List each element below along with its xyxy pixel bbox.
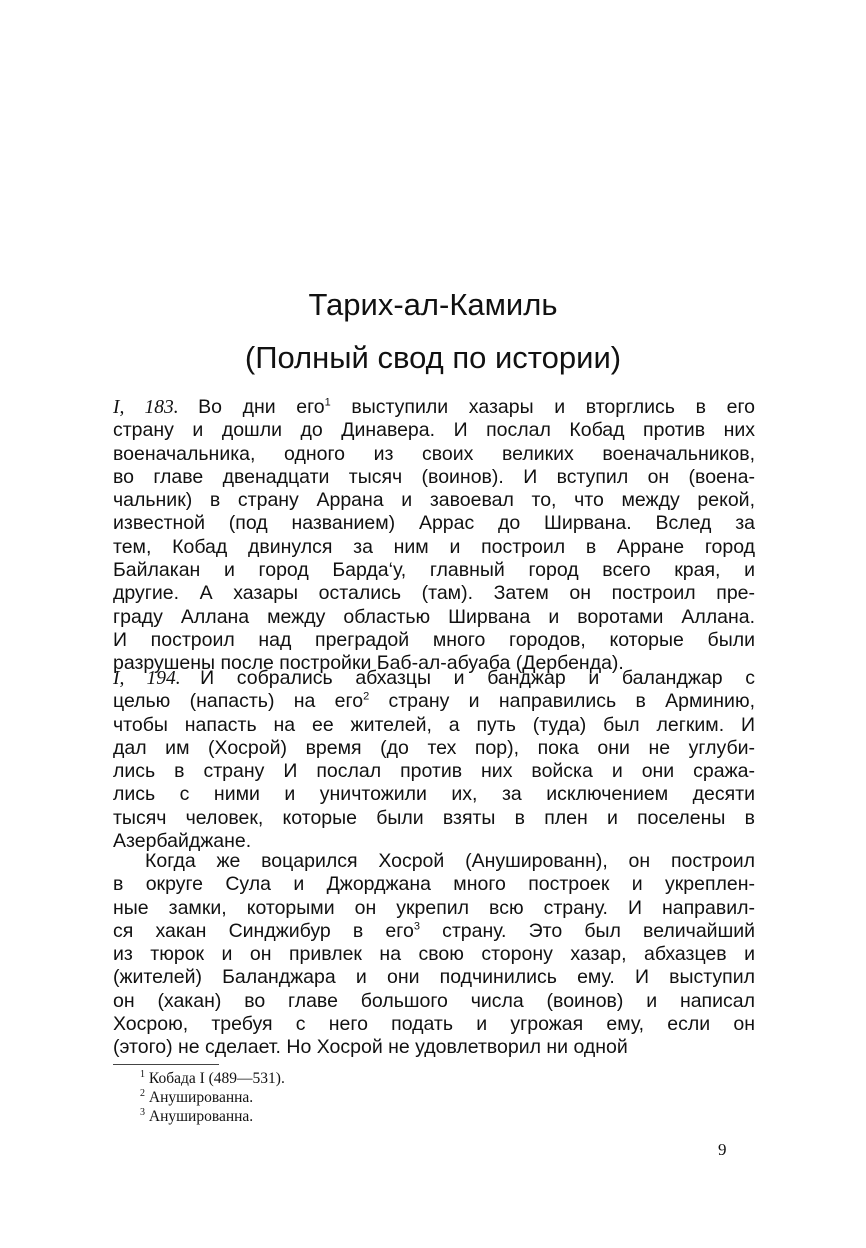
text-line <box>113 606 755 629</box>
footnote-mark: 1 <box>140 1068 145 1080</box>
line-text: страну. Это был величайший <box>419 919 755 942</box>
paragraph-1 <box>113 396 755 676</box>
line-text: из тюрок и он привлек на свою сторону хазар, абхазцев и <box>113 943 755 966</box>
line-text: ные замки, которыми он укрепил всю страну. И направил- <box>113 896 755 919</box>
footnote-text: Анушированна. <box>148 1108 254 1125</box>
footnote-ref: 3 <box>413 920 420 933</box>
text-line <box>113 559 755 582</box>
text-line <box>113 897 755 920</box>
text-line <box>113 737 755 760</box>
line-text: дал им (Хосрой) время (до тех пор), пока они не углуби- <box>113 736 755 759</box>
footnote-ref: 1 <box>324 396 331 409</box>
line-text: граду Аллана между областью Ширвана и воротами Аллана. <box>113 605 755 628</box>
line-text: Во дни его <box>198 396 325 418</box>
source-reference: I, 194. <box>113 668 201 689</box>
text-line <box>113 807 755 830</box>
line-text: страну и направились в Арминию, <box>369 690 755 713</box>
line-text: (жителей) Баланджара и они подчинились ему. И выступил <box>113 966 755 989</box>
line-text: тысяч человек, которые были взяты в плен и поселены в <box>113 806 755 829</box>
text-line <box>113 396 755 419</box>
line-text: лись с ними и уничтожили их, за исключением десяти <box>113 783 755 806</box>
line-text: И собрались абхазцы и банджар и баланджар с <box>200 667 755 689</box>
line-text: чтобы напасть на ее жителей, а путь (туда) был легким. И <box>113 713 755 736</box>
footnote-mark: 3 <box>140 1106 145 1118</box>
text-line <box>113 714 755 737</box>
line-text: Хосрою, требуя с него подать и угрожая ему, если он <box>113 1013 755 1036</box>
page-number: 9 <box>718 1140 727 1159</box>
line-text: Когда же воцарился Хосрой (Анушированн), он построил <box>145 850 755 872</box>
line-text: известной (под названием) Аррас до Ширвана. Вслед за <box>113 512 755 535</box>
text-line <box>113 443 755 466</box>
line-text: ся хакан Синджибур в его <box>113 919 414 942</box>
line-text: военачальника, одного из своих великих военачальников, <box>113 442 755 465</box>
footnote-2 <box>140 1088 285 1107</box>
line-text: Байлакан и город Барда‘у, главный город всего края, и <box>113 559 755 582</box>
line-text: страну и дошли до Динавера. И послал Кобад против них <box>113 419 755 442</box>
line-text: другие. А хазары остались (там). Затем он построил пре- <box>113 582 755 605</box>
footnote-1 <box>140 1069 285 1088</box>
text-line <box>113 582 755 605</box>
text-line <box>113 690 755 713</box>
line-text: во главе двенадцати тысяч (воинов). И вступил он (военa- <box>113 465 755 488</box>
page-subtitle: (Полный свод по истории) <box>244 340 622 375</box>
text-line <box>113 850 755 873</box>
line-text: Азербайджане. <box>113 830 252 853</box>
text-line <box>113 489 755 512</box>
paragraph-3 <box>113 850 755 1060</box>
line-text: разрушены после постройки Баб-ал-абуаба (Дербенда). <box>113 652 624 675</box>
footnote-ref: 2 <box>363 690 370 703</box>
text-line <box>113 920 755 943</box>
text-line <box>113 667 755 690</box>
line-text: чальник) в страну Аррана и завоевал то, что между рекой, <box>113 489 755 512</box>
line-text: выступили хазары и вторглись в его <box>330 396 755 418</box>
text-line <box>113 419 755 442</box>
text-line <box>113 966 755 989</box>
paragraph-2 <box>113 667 755 853</box>
footnotes <box>140 1069 285 1126</box>
line-text: (этого) не сделает. Но Хосрой не удовлетворил ни одной <box>113 1036 628 1059</box>
text-line <box>113 466 755 489</box>
line-text: И построил над преградой много городов, которые были <box>113 628 755 651</box>
footnote-3 <box>140 1107 285 1126</box>
line-text: в округе Сула и Джорджана много построек и укреплен- <box>113 873 755 896</box>
text-line <box>113 990 755 1013</box>
page-title: Тарих-ал-Камиль <box>308 287 558 322</box>
text-line <box>113 943 755 966</box>
text-line <box>113 512 755 535</box>
line-text: тем, Кобад двинулся за ним и построил в Арране город <box>113 535 755 558</box>
text-line <box>113 1036 755 1059</box>
text-line <box>113 783 755 806</box>
footnote-divider <box>113 1064 219 1065</box>
footnote-text: Кобада I (489—531). <box>148 1070 285 1087</box>
source-reference: I, 183. <box>113 397 199 418</box>
footnote-text: Анушированна. <box>148 1089 254 1106</box>
footnote-mark: 2 <box>140 1087 145 1099</box>
line-text: он (хакан) во главе большого числа (воинов) и написал <box>113 989 755 1012</box>
line-text: лись в страну И послал против них войска и они сража- <box>113 760 755 783</box>
line-text: целью (напасть) на его <box>113 690 364 713</box>
text-line <box>113 536 755 559</box>
text-line <box>113 760 755 783</box>
text-line <box>113 1013 755 1036</box>
text-line <box>113 873 755 896</box>
text-line <box>113 629 755 652</box>
